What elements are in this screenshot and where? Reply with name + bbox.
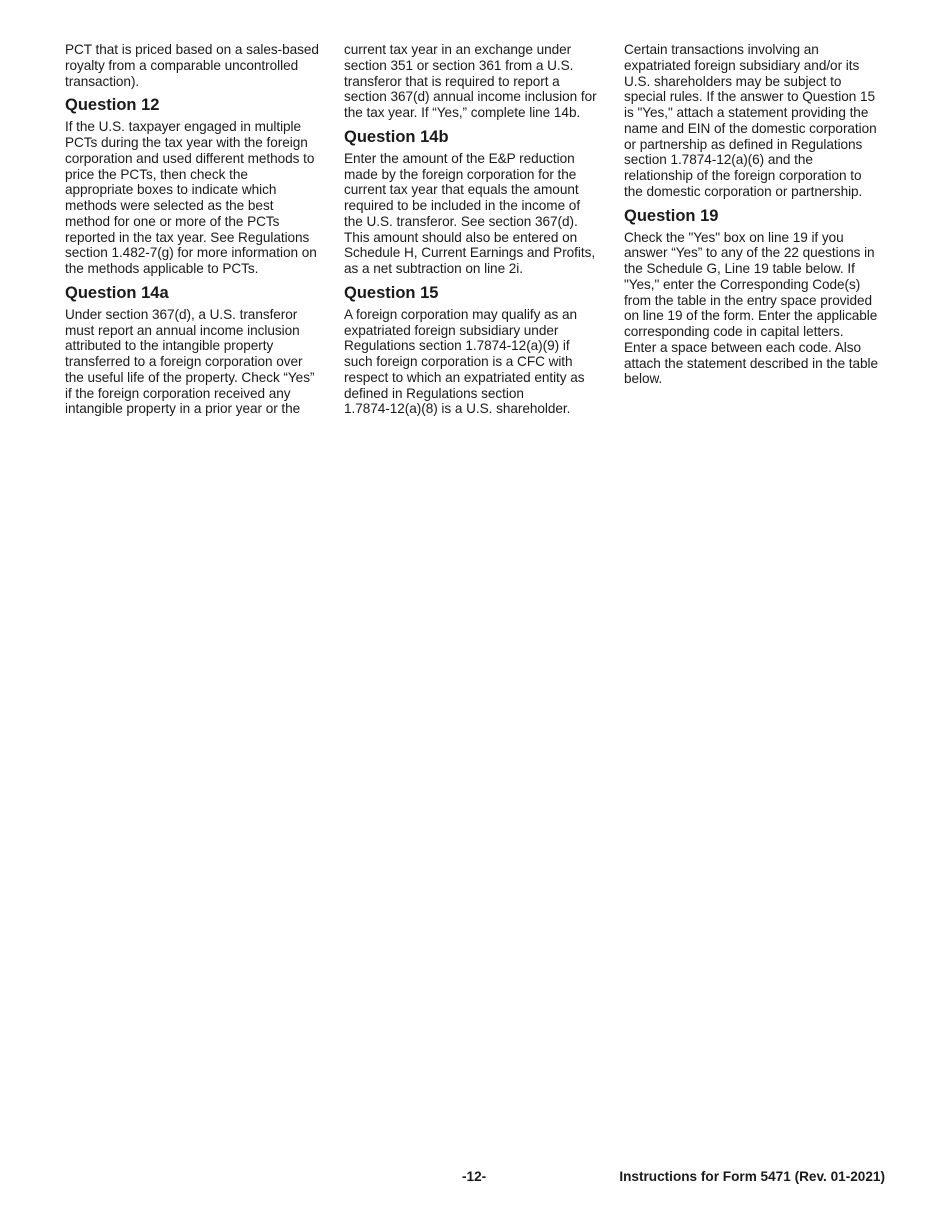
heading-question-14b: Question 14b (344, 127, 449, 146)
column-3 (624, 42, 892, 387)
page-number: -12- (462, 1169, 487, 1184)
question-15-continued-paragraph: Certain transactions involving an expatriated foreign subsidiary and/or its U.S. shareholders may be subject to special rules. If the answer to Question 15 is "Yes," attach a statement providing the name and EIN of the domestic corporation or partnership as defined in Regulations section 1.7874-12(a)(6) and the relationship of the foreign corporation to the domestic corporation or partnership. (624, 42, 877, 199)
heading-question-15: Question 15 (344, 283, 439, 302)
column-2 (344, 42, 612, 417)
heading-question-12: Question 12 (65, 96, 160, 115)
heading-question-14a: Question 14a (65, 283, 169, 302)
question-19-paragraph: Check the "Yes" box on line 19 if you answer “Yes” to any of the 22 questions in the Schedule G, Line 19 table below. If "Yes," enter the Corresponding Code(s) from the table in the entry space provided on line 19 of the form. Enter the applicable corresponding code in capital letters. Enter a space between each code. Also attach the statement described in the table below. (624, 229, 879, 387)
question-15-paragraph: A foreign corporation may qualify as an expatriated foreign subsidiary under Regulations section 1.7874-12(a)(9) if such foreign corporation is a CFC with respect to which an expatriated entity as defined in Regulations section 1.7874-12(a)(8) is a U.S. shareholder. (344, 306, 585, 417)
question-14b-paragraph: Enter the amount of the E&P reduction made by the foreign corporation for the current tax year that equals the amount required to be included in the income of the U.S. transferor. See section 367(d). This amount should also be entered on Schedule H, Current Earnings and Profits, as a net subtraction on line 2i. (344, 150, 596, 276)
continued-paragraph: PCT that is priced based on a sales-based royalty from a comparable uncontrolled transaction). (65, 42, 319, 89)
question-12-paragraph: If the U.S. taxpayer engaged in multiple PCTs during the tax year with the foreign corporation and used different methods to price the PCTs, then check the appropriate boxes to indicate which methods were selected as the best method for one or more of the PCTs reported in the tax year. See Regulations section 1.482-7(g) for more information on the methods applicable to PCTs. (65, 119, 317, 276)
heading-question-19: Question 19 (624, 206, 719, 225)
question-14a-paragraph: Under section 367(d), a U.S. transferor must report an annual income inclusion attributed to the intangible property transferred to a foreign corporation over the useful life of the property. Check “Yes” if the foreign corporation received any intangible property in a prior year or the (65, 306, 315, 417)
question-14a-continued-paragraph: current tax year in an exchange under section 351 or section 361 from a U.S. transferor that is required to report a section 367(d) annual income inclusion for the tax year. If “Yes,” complete line 14b. (344, 42, 597, 120)
document-title-footer: Instructions for Form 5471 (Rev. 01-2021) (619, 1169, 885, 1184)
column-1 (65, 42, 333, 417)
